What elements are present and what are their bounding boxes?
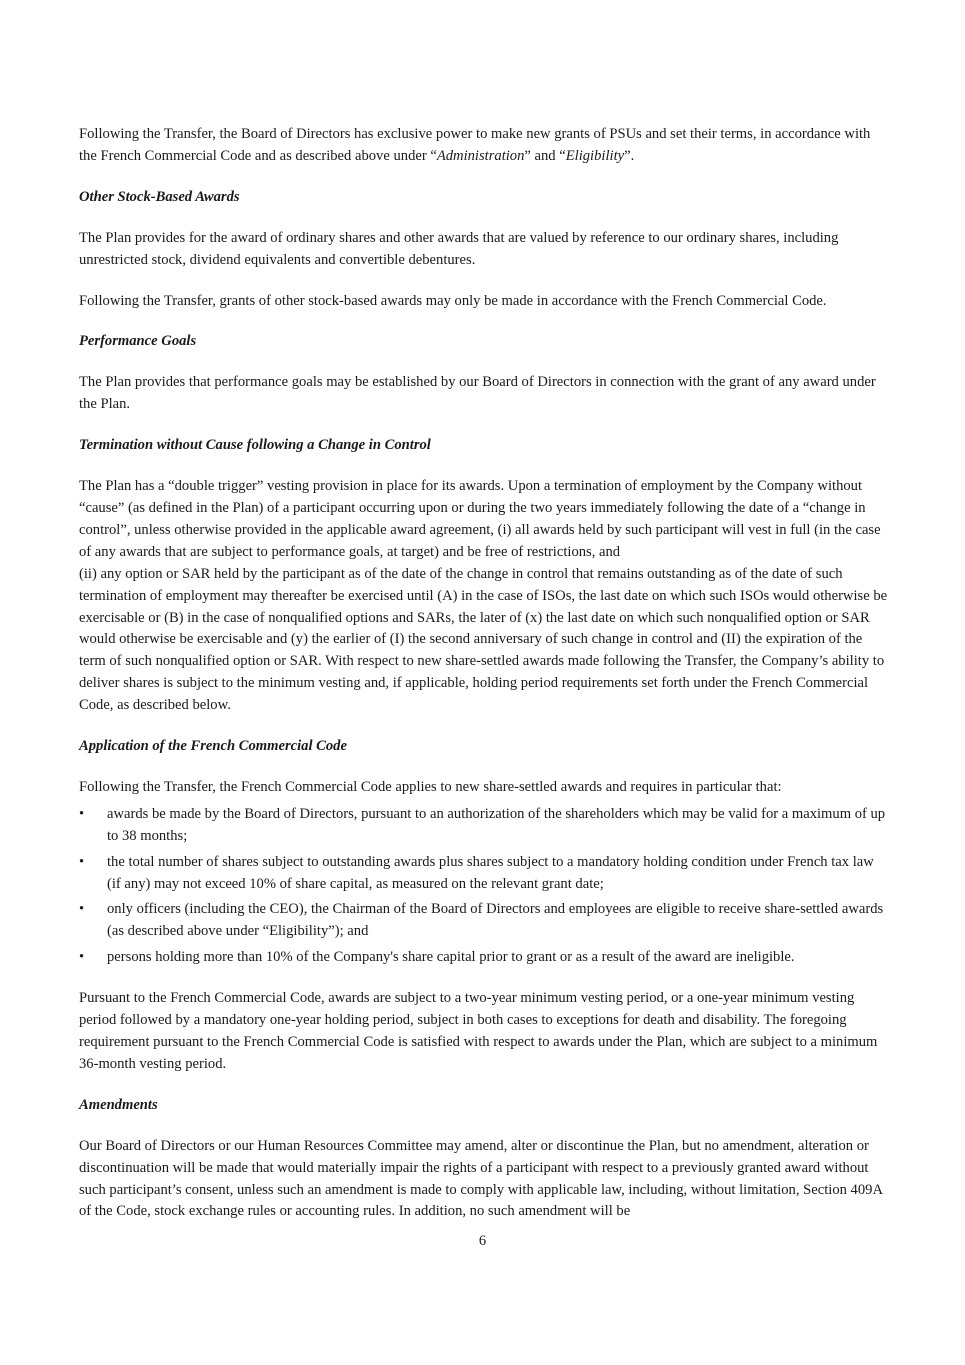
requirements-list xyxy=(79,804,891,969)
paragraph: Following the Transfer, grants of other stock-based awards may only be made in accordance with the French Commercial Code. xyxy=(79,292,827,309)
paragraph: Following the Transfer, the French Commercial Code applies to new share-settled awards and requires in particular that: xyxy=(79,778,782,795)
text-run: Following the Transfer, the Board of Directors has exclusive power to make new grants of PSUs and set their terms, in accordance with the French Commercial Code and as described above under “ xyxy=(79,126,871,164)
section-heading-other-awards: Other Stock-Based Awards xyxy=(79,188,240,205)
list-item xyxy=(79,804,891,848)
section-heading-french-code: Application of the French Commercial Code xyxy=(79,738,347,755)
list-item-text: awards be made by the Board of Directors, pursuant to an authorization of the shareholders which may be valid for a maximum of up to 38 months; xyxy=(107,805,886,844)
list-item-text: only officers (including the CEO), the Chairman of the Board of Directors and employees are eligible to receive share-settled awards (as described above under “Eligibility”); and xyxy=(107,901,884,940)
paragraph: The Plan provides that performance goals may be established by our Board of Directors in connection with the grant of any award under the Plan. xyxy=(79,374,876,413)
list-item-text: the total number of shares subject to outstanding awards plus shares subject to a mandatory holding condition under French tax law (if any) may not exceed 10% of share capital, as measured on the relevant grant date; xyxy=(107,853,874,892)
intro-paragraph xyxy=(79,124,891,168)
emphasis-eligibility: Eligibility xyxy=(565,147,625,164)
text-run: ” and “ xyxy=(524,147,566,164)
section-heading-termination: Termination without Cause following a Change in Control xyxy=(79,437,431,454)
list-item xyxy=(79,852,891,896)
list-item xyxy=(79,899,891,943)
section-heading-amendments: Amendments xyxy=(79,1096,158,1113)
paragraph: Pursuant to the French Commercial Code, awards are subject to a two-year minimum vesting period, or a one-year minimum vesting period followed by a mandatory one-year holding period, subject in both cases to exceptions for death and disability. The foregoing requirement pursuant to the French Commercial Code is satisfied with respect to awards under the Plan, which are subject to a minimum 36-month vesting period. xyxy=(79,990,878,1072)
text-run: ”. xyxy=(624,147,635,164)
bullet-icon: • xyxy=(79,805,85,822)
paragraph: (ii) any option or SAR held by the participant as of the date of the change in control that remains outstanding as of the date of such termination of employment may thereafter be exercised until (A) in the case of ISOs, the last date on which such ISOs would otherwise be exercisable or (B) in the case of nonqualified options and SARs, the later of (x) the last date on which such nonqualified option or SAR would otherwise be exercisable and (y) the earlier of (I) the second anniversary of such change in control and (II) the expiration of the term of such nonqualified option or SAR. With respect to new share-settled awards made following the Transfer, the Company’s ability to deliver shares is subject to the minimum vesting and, if applicable, holding period requirements set forth under the French Commercial Code, as described below. xyxy=(79,565,888,714)
paragraph: The Plan provides for the award of ordinary shares and other awards that are valued by reference to our ordinary shares, including unrestricted stock, dividend equivalents and convertible debentures. xyxy=(79,229,839,268)
document-body xyxy=(79,124,891,1242)
list-item xyxy=(79,947,891,969)
bullet-icon: • xyxy=(79,949,85,966)
emphasis-administration: Administration xyxy=(436,147,525,164)
paragraph: Our Board of Directors or our Human Resources Committee may amend, alter or discontinue the Plan, but no amendment, alteration or discontinuation will be made that would materially impair the rights of a participant with respect to a previously granted award without such participant’s consent, unless such an amendment is made to comply with applicable law, including, without limitation, Section 409A of the Code, stock exchange rules or accounting rules. In addition, no such amendment will be xyxy=(79,1137,883,1220)
bullet-icon: • xyxy=(79,853,85,870)
page-number: 6 xyxy=(478,1233,487,1249)
bullet-icon: • xyxy=(79,901,85,918)
section-heading-performance-goals: Performance Goals xyxy=(79,333,197,350)
text-run: The Plan has a “double trigger” vesting provision in place for its awards. Upon a termination of employment by the Company without “cause” (as defined in the Plan) of a participant occurring upon or during the two years immediately following the date of a “change in control”, unless otherwise provided in the applicable award agreement, (i) all awards held by such participant will vest in full (in the case of any awards that are subject to performance goals, at target) and be free of restrictions, and xyxy=(79,478,881,560)
list-item-text: persons holding more than 10% of the Company's share capital prior to grant or as a result of the award are ineligible. xyxy=(107,949,795,966)
paragraph xyxy=(79,476,891,564)
